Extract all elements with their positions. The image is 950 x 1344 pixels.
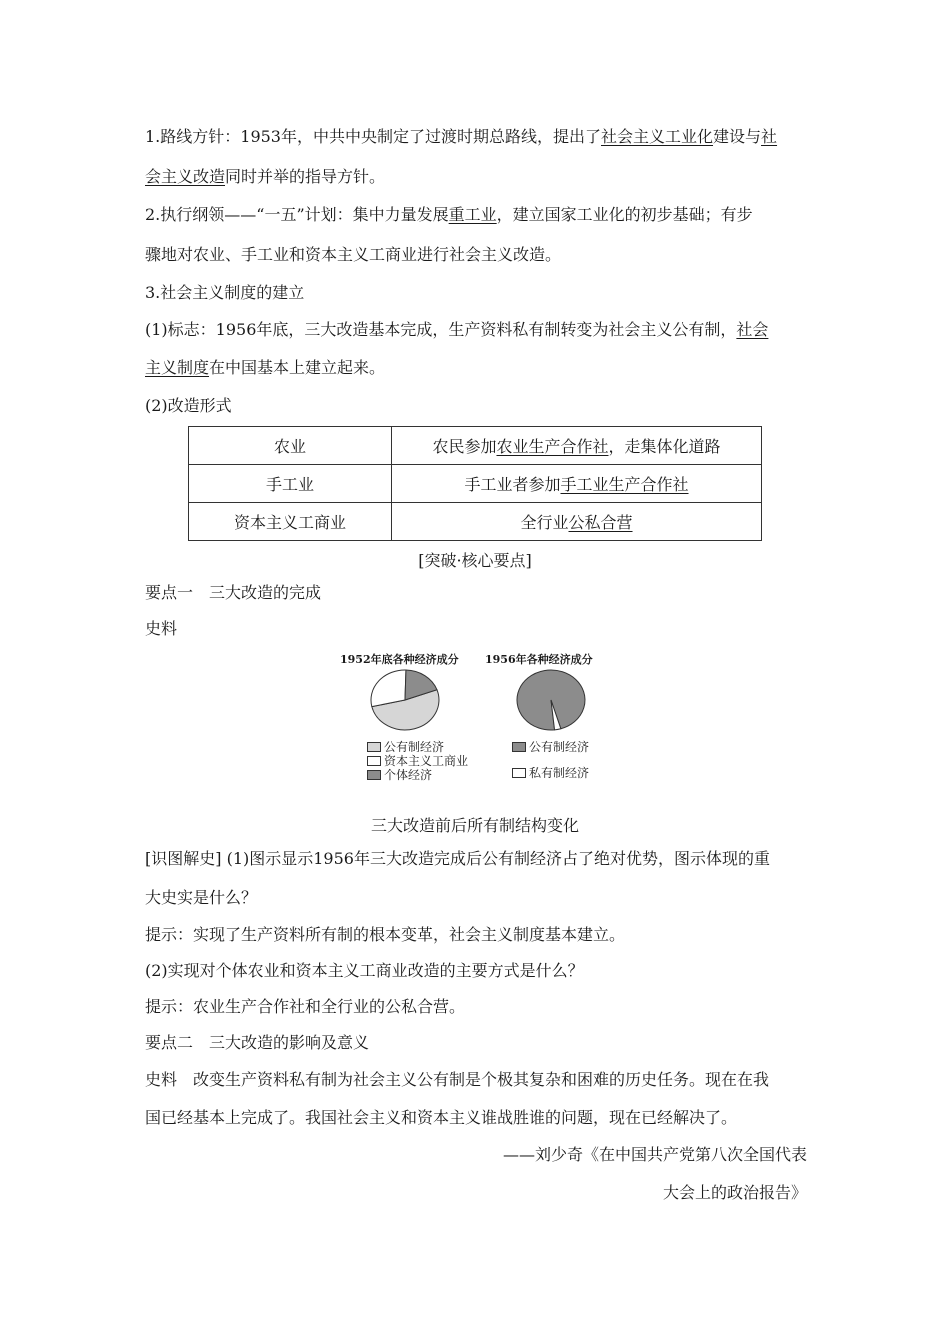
legend-label: 公有制经济 <box>529 740 590 754</box>
plan-line-2: 骤地对农业、手工业和资本主义工商业进行社会主义改造。 <box>145 245 562 264</box>
form-text: 全行业 <box>520 513 569 532</box>
plan-text: ，建立国家工业化的初步基础；有步 <box>496 205 753 224</box>
source1-label: 史料 <box>145 619 178 638</box>
table-row <box>189 465 762 503</box>
key-term: 公私合营 <box>568 513 633 532</box>
mark-text: (1)标志：1956年底，三大改造基本完成，生产资料私有制转变为社会主义公有制， <box>145 320 737 339</box>
key-term: 农业生产合作社 <box>496 437 609 456</box>
pie2-title: 1956年各种经济成分 <box>485 653 593 666</box>
sector-cell: 资本主义工商业 <box>189 503 392 541</box>
reform-forms-table <box>188 426 762 541</box>
form-cell <box>392 465 762 503</box>
quote-source-1: ——刘少奇《在中国共产党第八次全国代表 <box>502 1145 807 1164</box>
key-term: 重工业 <box>448 205 497 224</box>
answer-2: 提示：农业生产合作社和全行业的公私合营。 <box>145 997 466 1016</box>
swatch <box>367 770 381 780</box>
swatch <box>367 756 381 766</box>
legend-label: 私有制经济 <box>529 766 590 780</box>
legend-public-1956 <box>512 738 589 755</box>
form-text: ，走集体化道路 <box>608 437 721 456</box>
quote-line-2: 国已经基本上完成了。我国社会主义和资本主义谁战胜谁的问题，现在已经解决了。 <box>145 1108 738 1127</box>
pie1-title: 1952年底各种经济成分 <box>340 653 459 666</box>
point1-heading: 要点一 三大改造的完成 <box>145 583 322 602</box>
table-row <box>189 503 762 541</box>
key-term: 主义制度 <box>145 358 210 377</box>
route-text: 1.路线方针：1953年，中共中央制定了过渡时期总路线，提出了 <box>145 127 601 146</box>
question-2: (2)实现对个体农业和资本主义工商业改造的主要方式是什么？ <box>145 961 584 980</box>
swatch <box>512 742 526 752</box>
key-term: 社会 <box>736 320 769 339</box>
system-mark-line-1 <box>145 320 768 340</box>
pie-slice-1 <box>371 670 406 707</box>
legend-label: 个体经济 <box>384 768 433 782</box>
legend-label: 公有制经济 <box>384 740 445 754</box>
answer-1: 提示：实现了生产资料所有制的根本变革，社会主义制度基本建立。 <box>145 925 626 944</box>
swatch <box>512 768 526 778</box>
key-term: 手工业生产合作社 <box>560 475 689 494</box>
form-text: 手工业者参加 <box>464 475 561 494</box>
route-text: 建设与 <box>713 127 762 146</box>
point2-heading: 要点二 三大改造的影响及意义 <box>145 1033 370 1052</box>
legend-individual <box>367 766 432 783</box>
ownership-pie-figure <box>340 645 620 785</box>
route-line-2 <box>145 167 385 187</box>
table-row <box>189 427 762 465</box>
form-text: 农民参加 <box>432 437 497 456</box>
q1-line-1: [识图解史] (1)图示显示1956年三大改造完成后公有制经济占了绝对优势，图示体现的重 <box>145 849 770 868</box>
legend-label: 资本主义工商业 <box>384 754 469 768</box>
q1-line-2: 大史实是什么？ <box>145 888 258 907</box>
form-cell <box>392 427 762 465</box>
route-line-1 <box>145 127 777 147</box>
plan-line-1 <box>145 205 753 225</box>
system-mark-line-2 <box>145 358 385 378</box>
sector-cell: 农业 <box>189 427 392 465</box>
chart-caption: 三大改造前后所有制结构变化 <box>370 816 579 835</box>
route-text: 同时并举的指导方针。 <box>225 167 386 186</box>
legend-private-1956 <box>512 764 589 781</box>
system-forms: (2)改造形式 <box>145 396 232 415</box>
breakthrough-heading: [突破·核心要点] <box>418 551 532 570</box>
mark-text: 在中国基本上建立起来。 <box>209 358 386 377</box>
form-cell <box>392 503 762 541</box>
key-term: 社 <box>761 127 778 146</box>
pie-svg <box>360 665 620 745</box>
key-term: 社会主义工业化 <box>601 127 714 146</box>
system-heading: 3.社会主义制度的建立 <box>145 283 305 302</box>
key-term: 会主义改造 <box>145 167 226 186</box>
quote-source-2: 大会上的政治报告》 <box>662 1183 807 1202</box>
sector-cell: 手工业 <box>189 465 392 503</box>
swatch <box>367 742 381 752</box>
quote-line-1: 史料 改变生产资料私有制为社会主义公有制是个极其复杂和困难的历史任务。现在在我 <box>145 1070 770 1089</box>
plan-text: 2.执行纲领——“一五”计划：集中力量发展 <box>145 205 449 224</box>
